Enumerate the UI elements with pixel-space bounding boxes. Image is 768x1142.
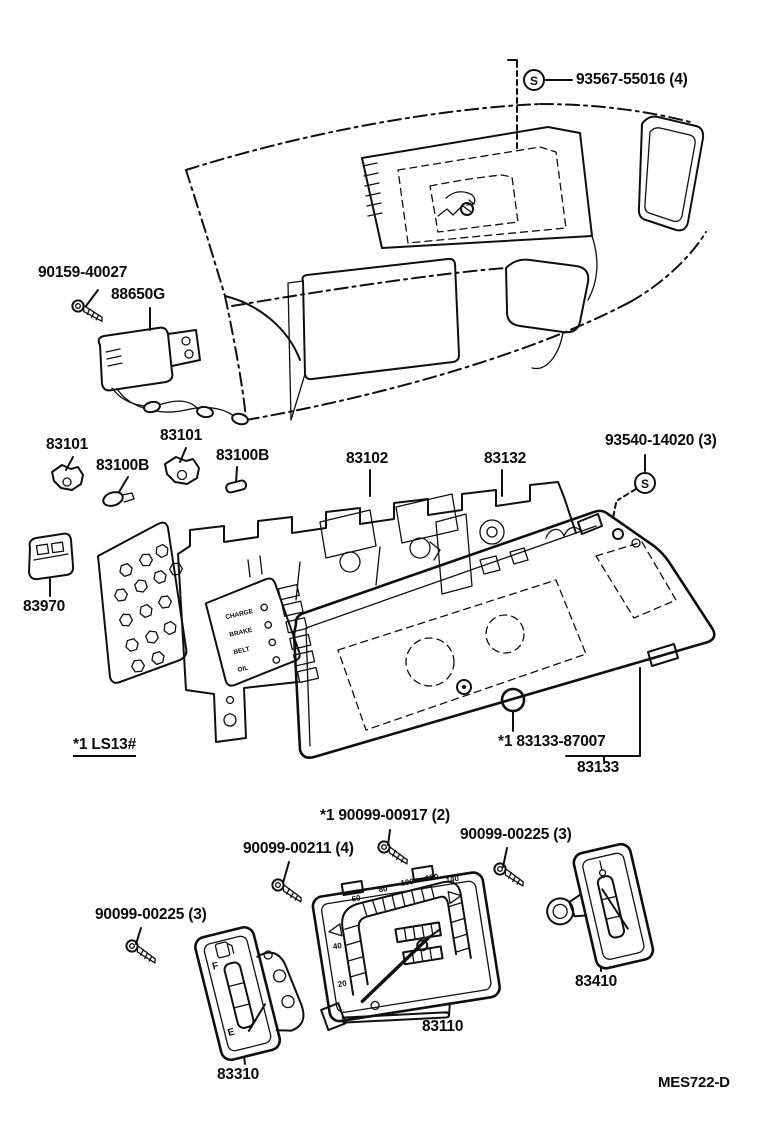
cluster-lens — [294, 511, 714, 758]
callout-lens: 83133 — [577, 759, 620, 776]
indicator-label: BRAKE — [228, 626, 253, 639]
screw-symbol-letter: S — [640, 477, 650, 491]
instrument-panel-outline — [186, 60, 706, 420]
indicator-label: CHARGE — [224, 608, 254, 622]
callout-amplifier: 88650G — [111, 286, 165, 303]
svg-text:120: 120 — [424, 871, 440, 883]
callout-fuel-gauge: 83310 — [217, 1066, 260, 1083]
temp-gauge — [536, 842, 655, 978]
callout-case: 83132 — [484, 450, 527, 467]
indicator-label: OIL — [236, 664, 250, 674]
callout-bulb-a: 83101 — [46, 436, 89, 453]
svg-text:80: 80 — [377, 884, 389, 895]
callout-bulb-b: 83101 — [160, 427, 203, 444]
callout-screw-211: 90099-00211 (4) — [243, 840, 354, 857]
fuel-gauge — [193, 918, 310, 1062]
screw-symbol-top — [524, 70, 572, 90]
callout-screw-225-right: 90099-00225 (3) — [460, 826, 572, 843]
callout-screw-225-left: 90099-00225 (3) — [95, 906, 207, 923]
fuel-mark-f: F — [211, 960, 220, 973]
amplifier-unit — [70, 290, 249, 426]
screw-symbol-letter: S — [529, 74, 539, 88]
indicator-label: BELT — [232, 645, 251, 657]
screw-symbol-bezel — [613, 455, 655, 518]
speedometer — [302, 858, 504, 1036]
callout-screw-917: *1 90099-00917 (2) — [320, 807, 450, 824]
callout-gauge: 83410 — [575, 973, 618, 990]
callout-speedometer: 83110 — [422, 1018, 464, 1035]
svg-text:100: 100 — [399, 876, 415, 888]
bottom-gauges — [124, 830, 655, 1064]
svg-text:60: 60 — [351, 893, 362, 904]
callout-screw-bezel: 93540-14020 (3) — [605, 432, 717, 449]
callout-socket-b: 83100B — [216, 447, 270, 464]
callout-socket-a: 83100B — [96, 457, 150, 474]
callout-plate: 83102 — [346, 450, 389, 467]
meter-assembly — [29, 448, 714, 761]
footnote: *1 LS13# — [73, 736, 136, 757]
svg-text:40: 40 — [332, 940, 343, 952]
svg-text:140: 140 — [445, 873, 460, 885]
plate-holes — [113, 544, 183, 674]
callout-lens-alt: *1 83133-87007 — [498, 733, 606, 750]
drawing-code: MES722-D — [658, 1074, 730, 1091]
callout-screw-top: 93567-55016 (4) — [576, 71, 688, 88]
callout-screw-left: 90159-40027 — [38, 264, 128, 281]
callout-rheostat: 83970 — [23, 598, 66, 615]
fuel-mark-e: E — [226, 1026, 236, 1039]
svg-text:20: 20 — [337, 978, 348, 989]
